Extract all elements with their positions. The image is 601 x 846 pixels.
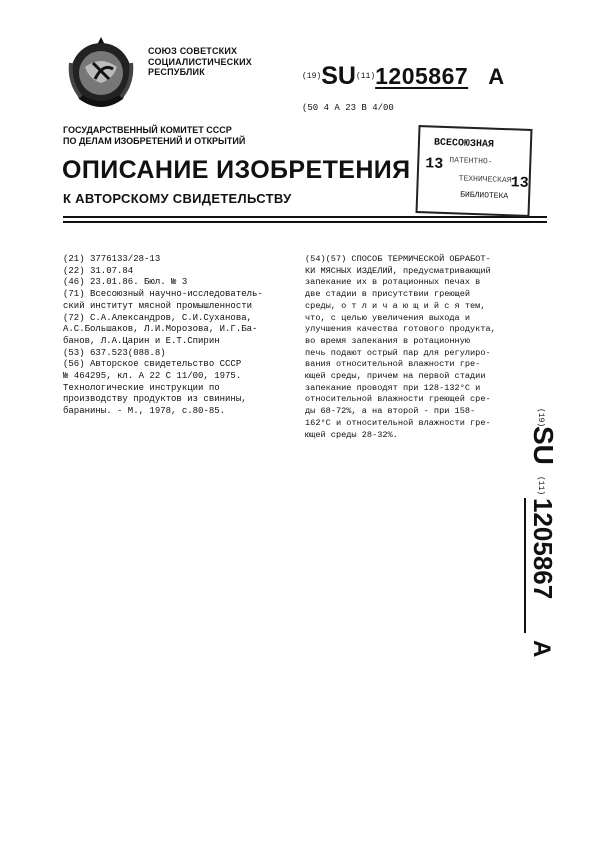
divider-line [63,216,547,218]
biblio-line: А.С.Большаков, Л.И.Морозова, И.Г.Ба- [63,324,258,335]
side-patent-label [522,400,562,680]
side-underline [524,498,526,633]
abstract [305,254,535,441]
side-kind: A [528,640,555,658]
stamp-number: 13 [510,174,529,192]
patent-code-prefix: (19) [302,72,322,81]
library-stamp [415,125,532,217]
biblio-line: Технологические инструкции по [63,382,220,393]
abstract-line: запекание их в ротационных печах в [305,277,481,288]
biblio-line: ский институт мясной промышленности [63,300,253,311]
patent-code-number: (11) [355,72,376,81]
abstract-line: печь подают острый пар для регулиро- [305,347,491,358]
union-line: СОЮЗ СОВЕТСКИХ [148,46,238,56]
committee-line: ПО ДЕЛАМ ИЗОБРЕТЕНИЙ И ОТКРЫТИЙ [63,135,246,146]
biblio-line: производству продуктов из свинины, [63,394,247,405]
abstract-line: ющей среды 28-32%. [305,429,398,440]
abstract-line: КИ МЯСНЫХ ИЗДЕЛИЙ, предусматривающий [305,265,491,276]
biblio-line: (72) С.А.Александров, С.И.Суханова, [63,312,253,323]
biblio-line: (46) 23.01.86. Бюл. № 3 [63,277,188,288]
biblio-line: № 464295, кл. А 22 С 11/00, 1975. [63,371,242,382]
ussr-emblem [63,33,139,113]
side-code2: (11) [536,476,545,496]
committee-line: ГОСУДАРСТВЕННЫЙ КОМИТЕТ СССР [63,125,232,135]
biblio-line: (22) 31.07.84 [63,265,134,276]
abstract-line: относительной влажности греющей сре- [305,394,491,405]
union-name [148,46,252,78]
abstract-line: вания относительной влажности гре- [305,359,481,370]
patent-country: SU [321,62,356,90]
union-line: СОЦИАЛИСТИЧЕСКИХ [148,56,252,67]
biblio-line: (56) Авторское свидетельство СССР [63,359,242,370]
abstract-line: запекание проводят при 128-132°С и [305,382,481,393]
abstract-line: 162°С и относительной влажности гре- [305,417,491,428]
abstract-line: во время запекания в ротационную [305,335,471,346]
biblio-line: баранины. - М., 1978, с.80-85. [63,406,226,417]
stamp-number: 13 [424,155,444,173]
document-subtitle: К АВТОРСКОМУ СВИДЕТЕЛЬСТВУ [63,191,292,206]
side-number: 1205867 [528,498,558,600]
biblio-line: (71) Всесоюзный научно-исследователь- [63,289,263,300]
stamp-line: ВСЕСОЮЗНАЯ [433,137,495,151]
abstract-line: улучшения качества готового продукта, [305,324,496,335]
patent-kind: A [488,64,505,89]
biblio-line: (21) 3776133/28-13 [63,254,161,264]
patent-number-value: 1205867 [375,63,469,89]
abstract-line: ющей среды, причем на первой стадии [305,371,486,382]
abstract-line: ды 68-72%, а на второй - при 158- [305,406,476,417]
committee-name [63,125,245,146]
union-line: РЕСПУБЛИК [148,67,205,77]
side-code1: (19) [536,408,545,428]
ipc-classification: (50 4 A 23 B 4/00 [302,103,394,113]
stamp-line: ПАТЕНТНО- [449,156,493,167]
divider-line [63,221,547,223]
abstract-line: что, с целью увеличения выхода и [305,312,471,323]
biblio-line: (53) 637.523(088.8) [63,347,166,358]
biblio-line: банов, Л.А.Царин и Е.Т.Спирин [63,335,220,346]
patent-number [302,62,504,91]
stamp-line: ТЕХНИЧЕСКАЯ [458,174,512,186]
bibliographic-data [63,254,303,418]
abstract-line: (54)(57) СПОСОБ ТЕРМИЧЕСКОЙ ОБРАБОТ- [305,254,491,264]
document-title: ОПИСАНИЕ ИЗОБРЕТЕНИЯ [62,156,411,184]
side-country: SU [528,426,559,465]
stamp-line: БИБЛИОТЕКА [459,190,509,202]
abstract-line: две стадии в присутствии греющей [305,289,471,300]
abstract-line: среды, о т л и ч а ю щ и й с я тем, [305,300,486,311]
